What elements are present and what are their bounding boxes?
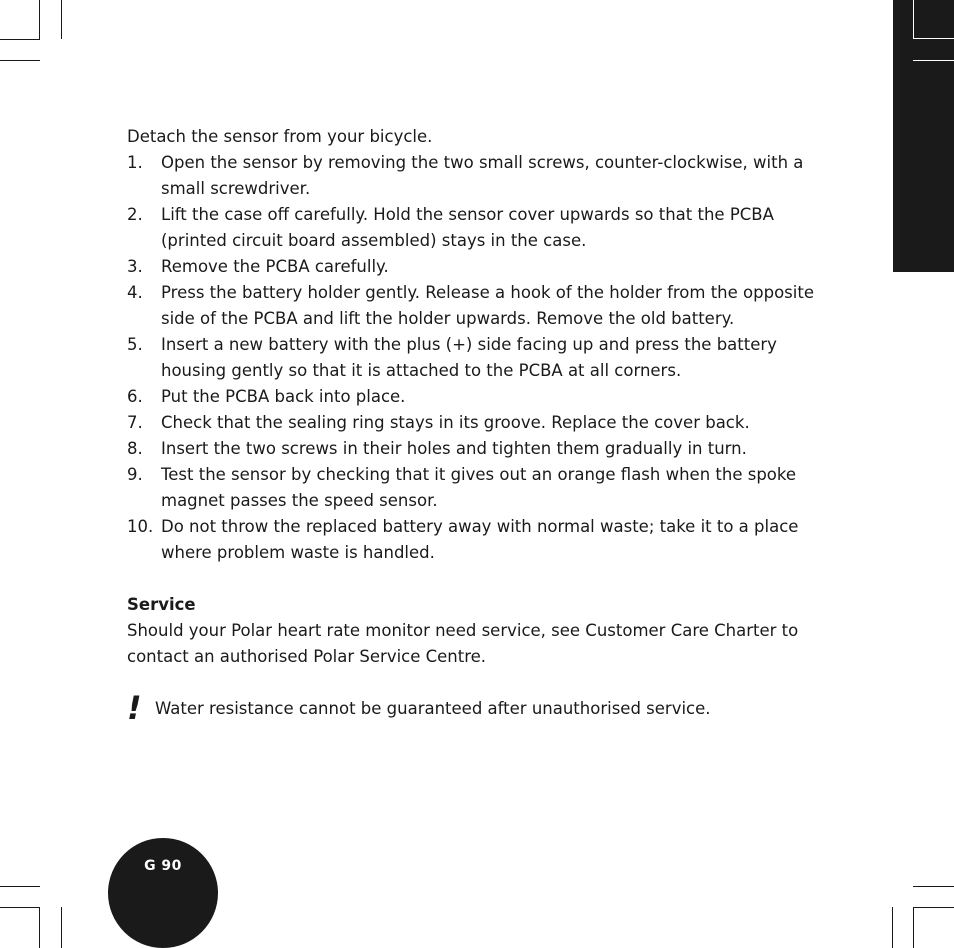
step-number: 10. bbox=[127, 517, 154, 536]
step-text: Open the sensor by removing the two small screws, counter-clockwise, with a small screwdriver. bbox=[161, 153, 804, 198]
step-text: Remove the PCBA carefully. bbox=[161, 257, 389, 276]
step-number: 5. bbox=[127, 335, 143, 354]
step-text: Press the battery holder gently. Release a hook of the holder from the opposite side of the PCBA and lift the holder upwards. Remove the old battery. bbox=[161, 283, 814, 328]
step-text: Insert a new battery with the plus (+) side facing up and press the battery housing gently so that it is attached to the PCBA at all corners. bbox=[161, 335, 777, 380]
step-number: 4. bbox=[127, 283, 143, 302]
step-number: 2. bbox=[127, 205, 143, 224]
list-item bbox=[127, 254, 817, 280]
page-number: G 90 bbox=[144, 858, 182, 874]
list-item bbox=[127, 280, 817, 332]
side-tab bbox=[893, 0, 954, 272]
service-paragraph: Should your Polar heart rate monitor need service, see Customer Care Charter to contact an authorised Polar Service Centre. bbox=[127, 621, 799, 666]
crop-mark bbox=[913, 886, 954, 887]
side-tab-crop-mark bbox=[913, 60, 954, 61]
list-item bbox=[127, 514, 817, 566]
crop-mark bbox=[0, 39, 40, 40]
step-text: Test the sensor by checking that it gives out an orange flash when the spoke magnet passes the speed sensor. bbox=[161, 465, 797, 510]
step-text: Lift the case off carefully. Hold the sensor cover upwards so that the PCBA (printed circuit board assembled) stays in the case. bbox=[161, 205, 774, 250]
step-number: 9. bbox=[127, 465, 143, 484]
list-item bbox=[127, 150, 817, 202]
list-item bbox=[127, 436, 817, 462]
step-number: 1. bbox=[127, 153, 143, 172]
steps-list bbox=[127, 150, 817, 566]
crop-mark bbox=[913, 907, 954, 908]
list-item bbox=[127, 332, 817, 384]
crop-mark bbox=[39, 0, 40, 39]
warning-text: Water resistance cannot be guaranteed after unauthorised service. bbox=[155, 699, 711, 718]
crop-mark bbox=[892, 907, 893, 948]
step-text: Check that the sealing ring stays in its groove. Replace the cover back. bbox=[161, 413, 750, 432]
step-number: 3. bbox=[127, 257, 143, 276]
crop-mark bbox=[61, 907, 62, 948]
step-number: 8. bbox=[127, 439, 143, 458]
step-text: Insert the two screws in their holes and tighten them gradually in turn. bbox=[161, 439, 747, 458]
intro-text: Detach the sensor from your bicycle. bbox=[127, 127, 433, 146]
step-number: 6. bbox=[127, 387, 143, 406]
page-content bbox=[127, 124, 817, 727]
side-tab-crop-mark bbox=[913, 0, 954, 39]
crop-mark bbox=[0, 60, 40, 61]
page-number-badge bbox=[108, 838, 218, 948]
step-text: Do not throw the replaced battery away with normal waste; take it to a place where problem waste is handled. bbox=[161, 517, 799, 562]
section-heading: Service bbox=[127, 595, 196, 614]
list-item bbox=[127, 384, 817, 410]
crop-mark bbox=[913, 907, 914, 948]
step-text: Put the PCBA back into place. bbox=[161, 387, 406, 406]
crop-mark bbox=[0, 886, 40, 887]
warning-note bbox=[127, 689, 817, 727]
step-number: 7. bbox=[127, 413, 143, 432]
list-item bbox=[127, 410, 817, 436]
exclamation-icon: ! bbox=[127, 689, 142, 727]
crop-mark bbox=[0, 907, 40, 908]
list-item bbox=[127, 462, 817, 514]
crop-mark bbox=[39, 907, 40, 948]
crop-mark bbox=[61, 0, 62, 39]
list-item bbox=[127, 202, 817, 254]
